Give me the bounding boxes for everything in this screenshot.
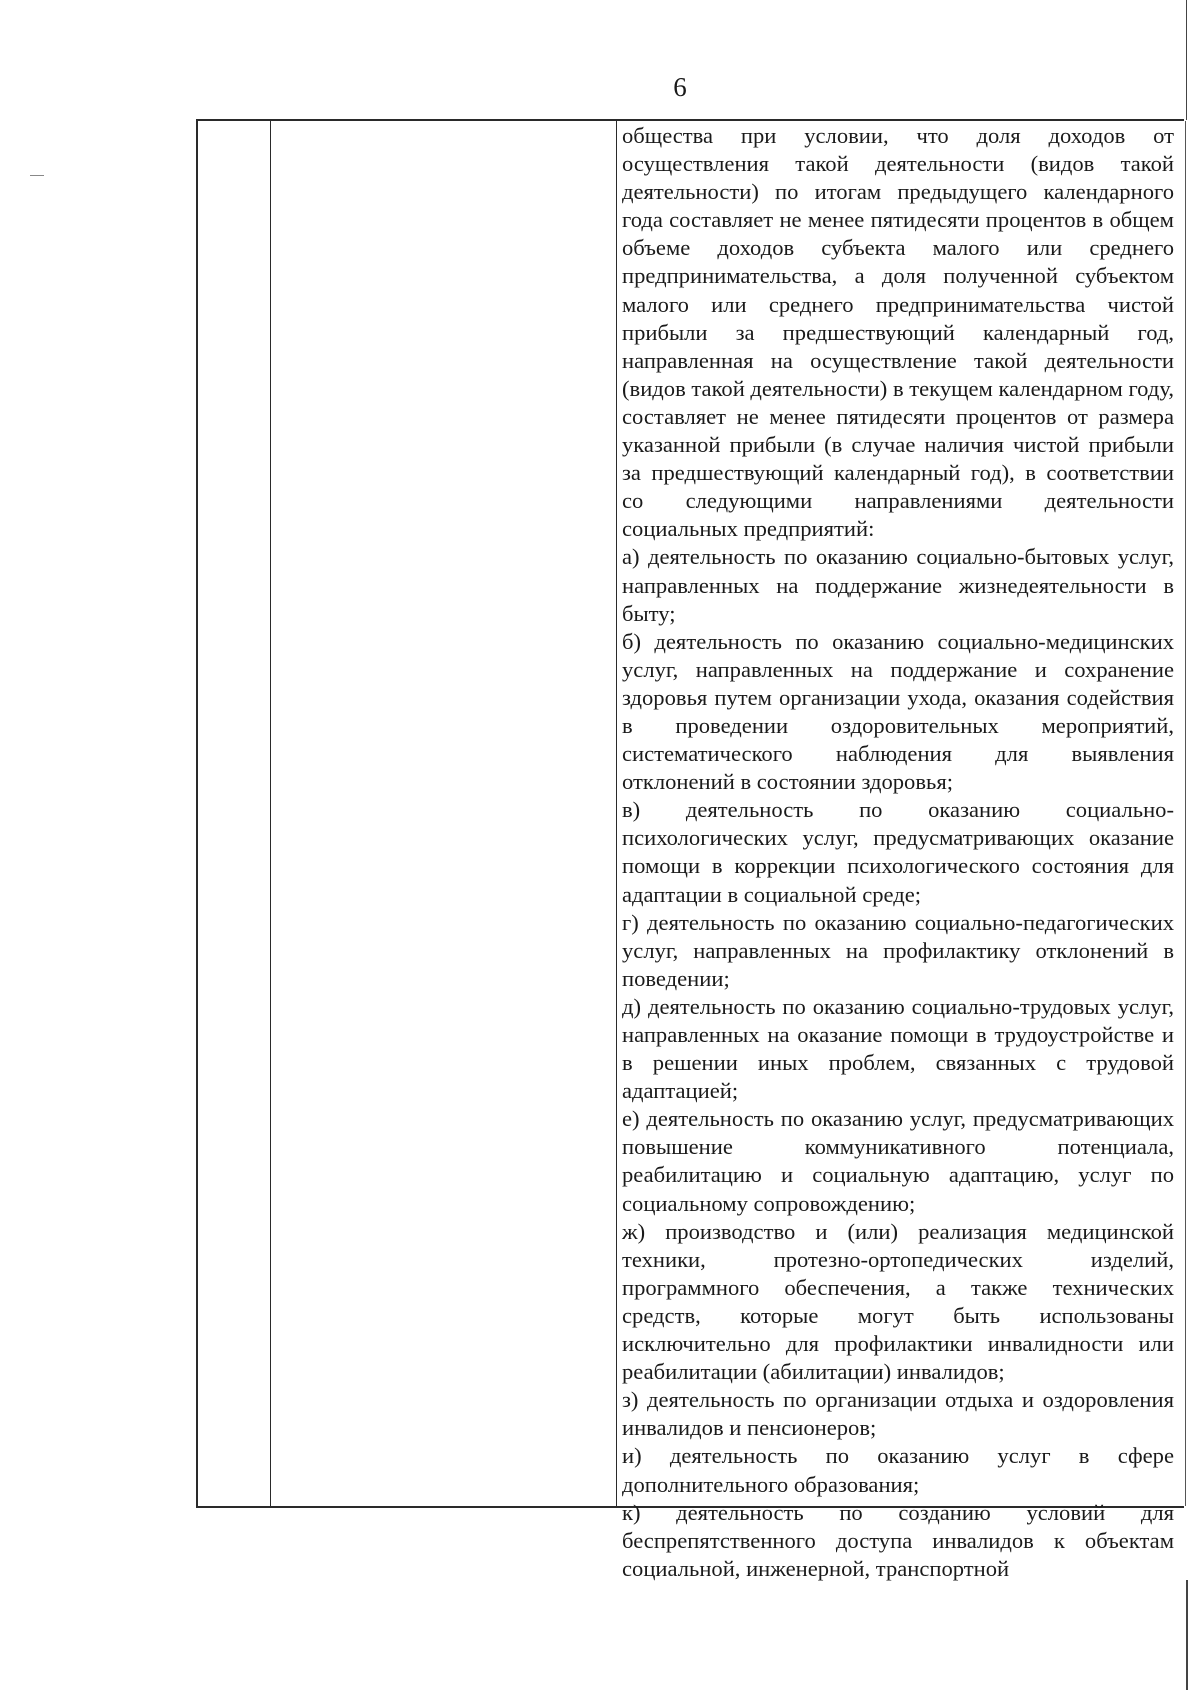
- margin-line-bottom: [1186, 1580, 1188, 1690]
- list-item-k: к) деятельность по созданию условий для беспрепятственного доступа инвалидов к объектам социальной, инженерной, транспортной: [622, 1499, 1174, 1581]
- list-item-zh: ж) производство и (или) реализация медицинской техники, протезно-ортопедических изделий, программного обеспечения, а также технических средств, которые могут быть использованы исключительно для профилактики инвалидности или реабилитации (абилитации) инвалидов;: [622, 1218, 1174, 1385]
- list-item-a: а) деятельность по оказанию социально-бытовых услуг, направленных на поддержание жизнедеятельности в быту;: [622, 544, 1174, 626]
- list-item-i: и) деятельность по оказанию услуг в сфере дополнительного образования;: [622, 1443, 1174, 1497]
- paragraph-intro: общества при условии, что доля доходов от осуществления такой деятельности (видов такой деятельности) по итогам предыдущего календарного года составляет не менее пятидесяти процентов в общем объеме доходов субъекта малого или среднего предпринимательства, а доля полученной субъектом малого или среднего предпринимательства чистой прибыли за предшествующий календарный год, направленная на осуществление такой деятельности (видов такой деятельности) в текущем календарном году, составляет не менее пятидесяти процентов от размера указанной прибыли (в случае наличия чистой прибыли за предшествующий календарный год), в соответствии со следующими направлениями деятельности социальных предприятий:: [622, 123, 1175, 542]
- table-right-edge: [1185, 121, 1186, 1506]
- list-item-b: б) деятельность по оказанию социально-медицинских услуг, направленных на поддержание и сохранение здоровья путем организации ухода, оказания содействия в проведении оздоровительных мероприятий, систематического наблюдения для выявления отклонений в состоянии здоровья;: [622, 628, 1174, 795]
- list-item-e: е) деятельность по оказанию услуг, предусматривающих повышение коммуникативного потенциала, реабилитацию и социальную адаптацию, услуг по социальному сопровождению;: [622, 1106, 1174, 1216]
- scan-mark: [30, 175, 44, 176]
- document-table: [196, 119, 1184, 1581]
- list-item-v: в) деятельность по оказанию социально-психологических услуг, предусматривающих оказание помощи в коррекции психологического состояния для адаптации в социальной среде;: [622, 797, 1174, 907]
- column-divider-1: [270, 121, 271, 1506]
- column-divider-2: [616, 121, 617, 1506]
- page-number: 6: [673, 72, 687, 102]
- margin-line-top: [1186, 0, 1187, 120]
- list-item-g: г) деятельность по оказанию социально-педагогических услуг, направленных на профилактику отклонений в поведении;: [622, 909, 1174, 991]
- list-item-z: з) деятельность по организации отдыха и оздоровления инвалидов и пенсионеров;: [622, 1387, 1174, 1441]
- text-cell: [622, 121, 1174, 1583]
- list-item-d: д) деятельность по оказанию социально-трудовых услуг, направленных на оказание помощи в трудоустройстве и в решении иных проблем, связанных с трудовой адаптацией;: [622, 993, 1174, 1104]
